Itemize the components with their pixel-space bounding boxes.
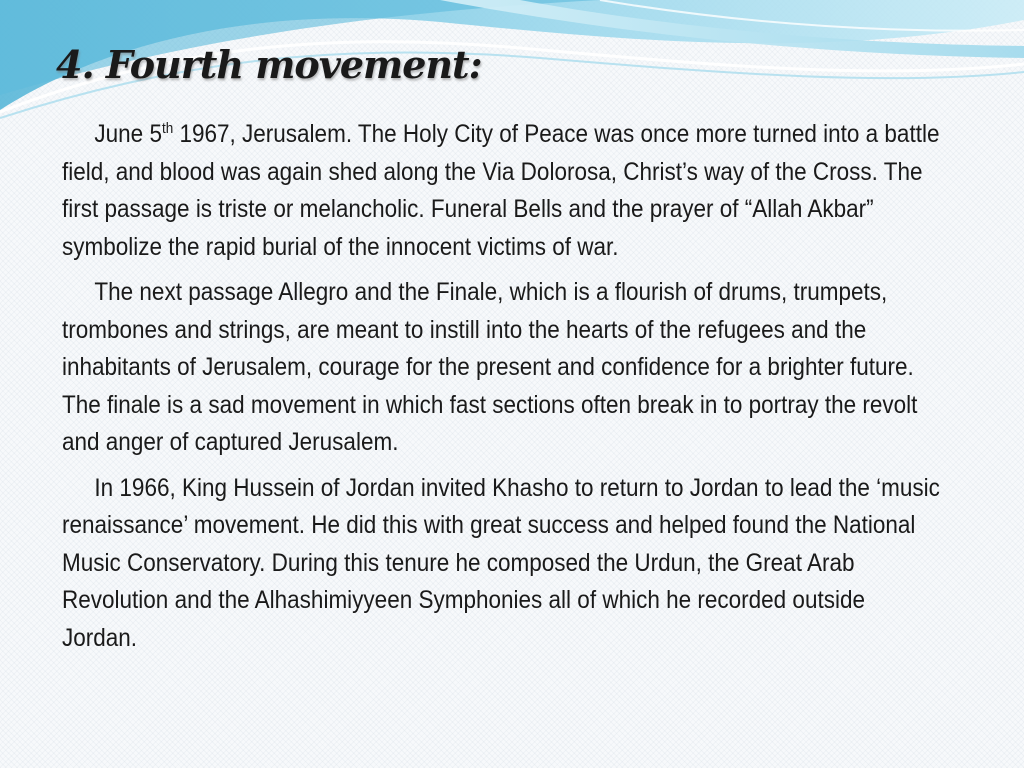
paragraph-1-lead: June 5 [94, 120, 162, 148]
paragraph-fourth-movement [62, 116, 944, 266]
paragraph-jordan-return: In 1966, King Hussein of Jordan invited Khasho to return to Jordan to lead the ‘music renaissance’ movement. He did this with great success and helped found the National Music Conservatory. During this tenure he composed the Urdun, the Great Arab Revolution and the Alhashimiyyeen Symphonies all of which he recorded outside Jordan. [62, 473, 940, 652]
paragraph-1-rest: 1967, Jerusalem. The Holy City of Peace was once more turned into a battle field, and blood was again shed along the Via Dolorosa, Christ’s way of the Cross. The first passage is triste or melancholic. Funeral Bells and the prayer of “Allah Akbar” symbolize the rapid burial of the innocent victims of war. [62, 120, 940, 261]
slide-body [62, 116, 942, 665]
slide-title: 4. Fourth movement: [56, 42, 482, 87]
paragraph-allegro-finale: The next passage Allegro and the Finale, which is a flourish of drums, trumpets, trombones and strings, are meant to instill into the hearts of the refugees and the inhabitants of Jerusalem, courage for the present and confidence for a brighter future. The finale is a sad movement in which fast sections often break in to portray the revolt and anger of captured Jerusalem. [62, 278, 918, 456]
ordinal-superscript: th [161, 120, 174, 137]
